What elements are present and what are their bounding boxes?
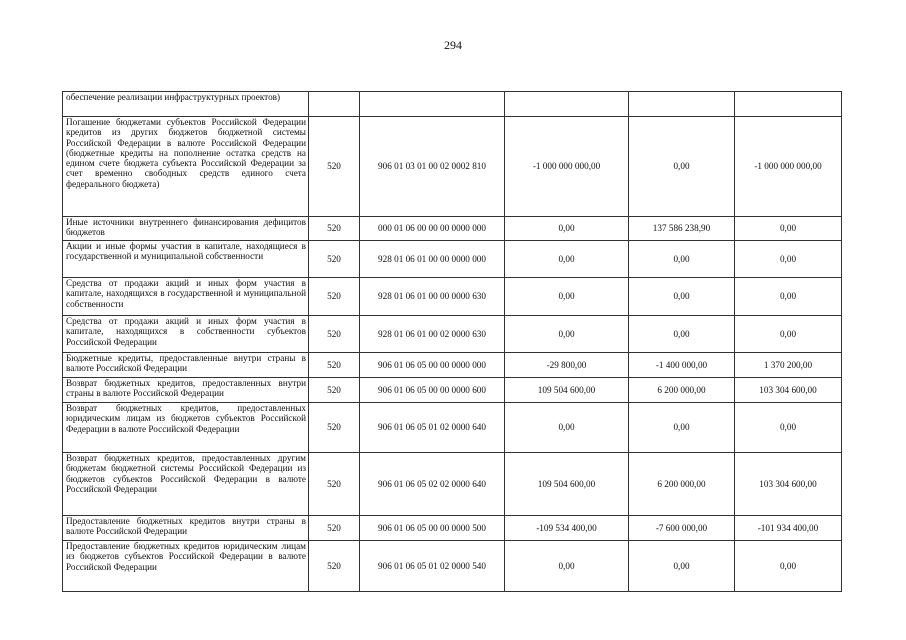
admin-code-cell: 520 xyxy=(309,353,360,378)
table-row xyxy=(63,541,842,592)
row-name-cell xyxy=(63,541,309,592)
table-row xyxy=(63,403,842,453)
admin-code-cell: 520 xyxy=(309,403,360,453)
admin-code-cell: 520 xyxy=(309,316,360,353)
amount-cell-1: 0,00 xyxy=(505,241,629,278)
amount-cell-2: 0,00 xyxy=(629,541,735,592)
row-name-cell xyxy=(63,278,309,316)
amount-cell-2 xyxy=(629,92,735,117)
amount-cell-1: 0,00 xyxy=(505,217,629,241)
row-name-cell xyxy=(63,453,309,516)
page-number: 294 xyxy=(444,38,462,52)
amount-cell-3: 0,00 xyxy=(735,403,842,453)
row-name-cell xyxy=(63,353,309,378)
table-row xyxy=(63,278,842,316)
amount-cell-3: 0,00 xyxy=(735,217,842,241)
amount-cell-2: -1 400 000,00 xyxy=(629,353,735,378)
amount-cell-1: 0,00 xyxy=(505,403,629,453)
amount-cell-2: 0,00 xyxy=(629,403,735,453)
row-name-cell xyxy=(63,117,309,217)
budget-code-cell: 906 01 06 05 00 00 0000 600 xyxy=(360,378,505,403)
amount-cell-3: 103 304 600,00 xyxy=(735,378,842,403)
budget-code-cell: 906 01 06 05 00 00 0000 000 xyxy=(360,353,505,378)
budget-code-cell: 928 01 06 01 00 02 0000 630 xyxy=(360,316,505,353)
budget-code-cell: 928 01 06 01 00 00 0000 630 xyxy=(360,278,505,316)
admin-code-cell: 520 xyxy=(309,241,360,278)
table-row xyxy=(63,378,842,403)
amount-cell-1: -29 800,00 xyxy=(505,353,629,378)
row-name-cell xyxy=(63,316,309,353)
budget-code-cell: 906 01 03 01 00 02 0002 810 xyxy=(360,117,505,217)
budget-code-cell: 000 01 06 00 00 00 0000 000 xyxy=(360,217,505,241)
budget-code-cell xyxy=(360,92,505,117)
amount-cell-3: 0,00 xyxy=(735,241,842,278)
amount-cell-2: -7 600 000,00 xyxy=(629,516,735,541)
table-row xyxy=(63,516,842,541)
row-name-text: Предоставление бюджетных кредитов юридическим лицам из бюджетов субъектов Российской Федерации в валюте Российской Федерации xyxy=(66,541,306,572)
row-name-cell xyxy=(63,217,309,241)
row-name-text: Акции и иные формы участия в капитале, находящиеся в государственной и муниципальной собственности xyxy=(66,241,306,262)
admin-code-cell: 520 xyxy=(309,516,360,541)
amount-cell-3 xyxy=(735,92,842,117)
row-name-text: Погашение бюджетами субъектов Российской Федерации кредитов из других бюджетов бюджетной системы Российской Федерации в валюте Российской Федерации (бюджетные кредиты на пополнение остатка средств на едином счете бюджета субъекта Российской Федерации за счет временно свободных средств единого счета федерального бюджета) xyxy=(66,117,306,189)
table-row xyxy=(63,353,842,378)
amount-cell-1: 0,00 xyxy=(505,541,629,592)
row-name-cell xyxy=(63,403,309,453)
admin-code-cell: 520 xyxy=(309,541,360,592)
budget-sources-table xyxy=(62,91,842,592)
table-row xyxy=(63,453,842,516)
budget-code-cell: 906 01 06 05 00 00 0000 500 xyxy=(360,516,505,541)
amount-cell-3: 1 370 200,00 xyxy=(735,353,842,378)
row-name-text: Иные источники внутреннего финансирования дефицитов бюджетов xyxy=(66,217,306,238)
amount-cell-2: 0,00 xyxy=(629,278,735,316)
row-name-cell xyxy=(63,92,309,117)
row-name-cell xyxy=(63,516,309,541)
amount-cell-1: 0,00 xyxy=(505,278,629,316)
amount-cell-1: 109 504 600,00 xyxy=(505,453,629,516)
amount-cell-1: 109 504 600,00 xyxy=(505,378,629,403)
row-name-cell xyxy=(63,378,309,403)
amount-cell-2: 0,00 xyxy=(629,241,735,278)
row-name-text: Средства от продажи акций и иных форм участия в капитале, находящихся в собственности субъектов Российской Федерации xyxy=(66,316,306,347)
amount-cell-2: 6 200 000,00 xyxy=(629,453,735,516)
amount-cell-1: -109 534 400,00 xyxy=(505,516,629,541)
table-row xyxy=(63,117,842,217)
amount-cell-3: 0,00 xyxy=(735,316,842,353)
table-row xyxy=(63,217,842,241)
amount-cell-3: 103 304 600,00 xyxy=(735,453,842,516)
amount-cell-3: 0,00 xyxy=(735,278,842,316)
amount-cell-1 xyxy=(505,92,629,117)
budget-code-cell: 906 01 06 05 02 02 0000 640 xyxy=(360,453,505,516)
row-name-text: обеспечение реализации инфраструктурных проектов) xyxy=(66,92,281,102)
admin-code-cell: 520 xyxy=(309,378,360,403)
admin-code-cell: 520 xyxy=(309,278,360,316)
amount-cell-3: -1 000 000 000,00 xyxy=(735,117,842,217)
amount-cell-1: 0,00 xyxy=(505,316,629,353)
amount-cell-3: 0,00 xyxy=(735,541,842,592)
row-name-text: Средства от продажи акций и иных форм участия в капитале, находящихся в государственной и муниципальной собственности xyxy=(66,278,306,309)
budget-code-cell: 906 01 06 05 01 02 0000 640 xyxy=(360,403,505,453)
row-name-text: Возврат бюджетных кредитов, предоставленных внутри страны в валюте Российской Федерации xyxy=(66,378,306,399)
row-name-cell xyxy=(63,241,309,278)
table-row xyxy=(63,92,842,117)
row-name-text: Предоставление бюджетных кредитов внутри страны в валюте Российской Федерации xyxy=(66,516,306,537)
budget-code-cell: 906 01 06 05 01 02 0000 540 xyxy=(360,541,505,592)
amount-cell-1: -1 000 000 000,00 xyxy=(505,117,629,217)
table-row xyxy=(63,316,842,353)
row-name-text: Возврат бюджетных кредитов, предоставленных другим бюджетам бюджетной системы Российской Федерации из бюджетов субъектов Российской Федерации в валюте Российской Федерации xyxy=(66,453,306,494)
amount-cell-2: 137 586 238,90 xyxy=(629,217,735,241)
amount-cell-2: 0,00 xyxy=(629,316,735,353)
row-name-text: Бюджетные кредиты, предоставленные внутри страны в валюте Российской Федерации xyxy=(66,353,306,374)
row-name-text: Возврат бюджетных кредитов, предоставленных юридическим лицам из бюджетов субъектов Российской Федерации в валюте Российской Федерации xyxy=(66,403,306,434)
admin-code-cell xyxy=(309,92,360,117)
amount-cell-2: 6 200 000,00 xyxy=(629,378,735,403)
budget-code-cell: 928 01 06 01 00 00 0000 000 xyxy=(360,241,505,278)
table-row xyxy=(63,241,842,278)
admin-code-cell: 520 xyxy=(309,217,360,241)
amount-cell-3: -101 934 400,00 xyxy=(735,516,842,541)
admin-code-cell: 520 xyxy=(309,453,360,516)
amount-cell-2: 0,00 xyxy=(629,117,735,217)
admin-code-cell: 520 xyxy=(309,117,360,217)
